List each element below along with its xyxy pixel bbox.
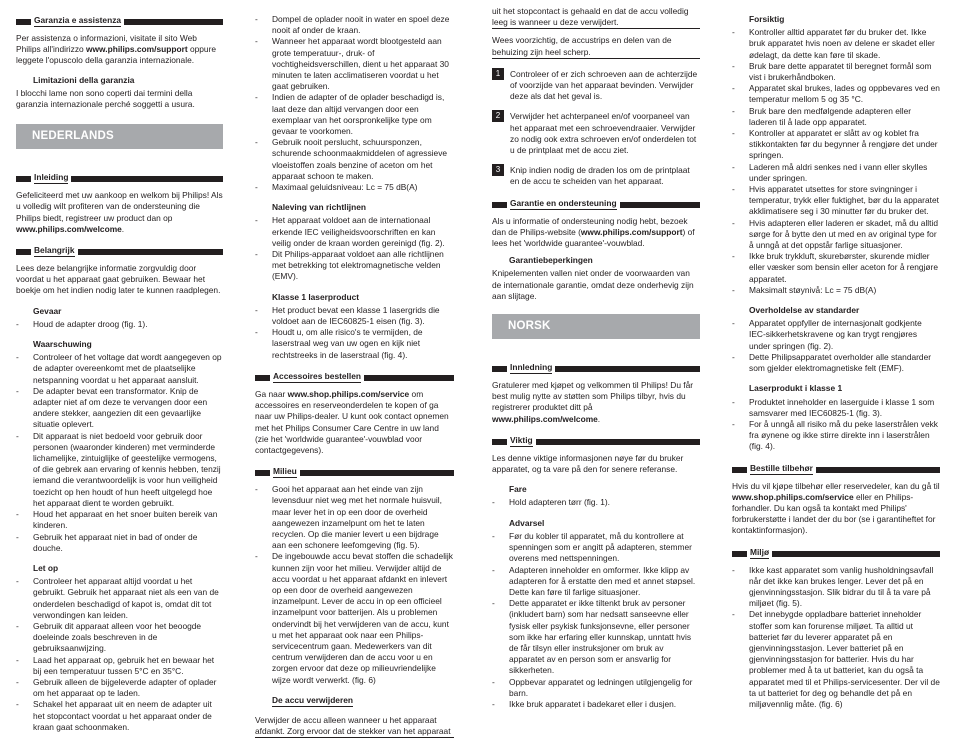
list-item: - Kontroller at apparatet er slått av og koblet fra stikkontakten før du begynner å rengjøre det under springen. [732,128,940,162]
list-item: - Gebruik dit apparaat alleen voor het beoogde doeleinde zoals beschreven in de gebruiksaanwijzing. [16,621,223,655]
list-item: - Het apparaat voldoet aan de internationaal erkende IEC veiligheidsvoorschriften en kan veilig onder de kraan worden gereinigd (fig. 2). [255,215,454,249]
support-link[interactable]: www.philips.com/support [86,44,188,55]
column-2 [255,14,454,747]
advarsel-heading: Advarsel [509,517,545,528]
letop-heading: Let op [33,562,59,573]
list-item: - Ikke bruk apparatet i badekaret eller i dusjen. [492,699,700,710]
list-item: - Dit apparaat is niet bedoeld voor gebruik door personen (waaronder kinderen) met verminderde lichamelijke, zintuiglijke of geestelijke vermogens, of die gebrek aan ervaring of kennis hebben, tenzij iemand die verantwoordelijk is voor hun veiligheid toezicht op hen houdt of hun heeft uitgelegd hoe het apparaat dient te worden gebruikt. [16,431,223,509]
klasse-heading: Klasse 1 laserproduct [272,291,360,302]
innledning-text: Gratulerer med kjøpet og velkommen til Philips! Du får best mulig nytte av støtten som Philips tilbyr, hvis du registrerer produktet ditt på www.philips.com/welcome. [492,380,694,424]
viktig-text: Les denne viktige informasjonen nøye før du bruker apparatet, og ta vare på den for senere referanse. [492,452,684,475]
shop-link[interactable]: www.shop.philips.com/service [732,491,854,502]
accessoires-text: Ga naar www.shop.philips.com/service om accessoires en reserveonderdelen te kopen of ga naar uw Philips-dealer. U kunt ook contact opnemen met het Philips Consumer Care Centre in uw land (zie het 'worldwide guarantee'-vouwblad voor contactgegevens). [255,388,449,455]
forsiktig-heading: Forsiktig [749,14,785,24]
welcome-link[interactable]: www.philips.com/welcome [16,223,122,234]
section-header-accessoires: Accessoires bestellen [255,370,454,383]
list-item: - Indien de adapter of de oplader beschadigd is, laat deze dan altijd vervangen door een exemplaar van het oorspronkelijke type om gevaar te voorkomen. [255,92,454,137]
list-item: - Laderen må aldri senkes ned i vann eller skylles under springen. [732,162,940,184]
list-item: - Laad het apparaat op, gebruik het en bewaar het bij een temperatuur tussen 5°C en 35°C. [16,655,223,677]
list-item: - Gebruik nooit perslucht, schuursponzen, schurende schoonmaakmiddelen of agressieve vloeistoffen zoals benzine of aceton om het apparaat schoon te maken. [255,137,454,182]
miljo-list [732,565,940,711]
list-item: - De ingebouwde accu bevat stoffen die schadelijk kunnen zijn voor het milieu. Verwijder altijd de accu voordat u het apparaat afdankt en inlevert op een door de overheid aangewezen inzamelpunt. Lever de accu in op een officieel inzamelpunt voor batterijen. Als u problemen ondervindt bij het verwijderen van de accu, kunt u met het apparaat ook naar een Philips-servicecentrum gaan. Medewerkers van dit centrum verwijderen dan de accu voor u en zorgen ervoor dat deze op milieuvriendelijke wijze wordt verwerkt. (fig. 6) [255,551,454,685]
list-item: - Dompel de oplader nooit in water en spoel deze nooit af onder de kraan. [255,14,454,36]
list-item: - Bruk bare den medfølgende adapteren eller laderen til å lade opp apparatet. [732,106,940,128]
accu-heading: De accu verwijderen [272,695,353,707]
language-banner-norsk: NORSK [492,314,700,339]
garanzia-text: Per assistenza o informazioni, visitate il sito Web Philips all'indirizzo www.philips.com/support oppure leggete l'opuscolo della garanzia internazionale. [16,33,217,66]
list-item: - Maksimalt støynivå: Lc = 75 dB(A) [732,285,940,296]
section-header-milieu: Milieu [255,465,454,478]
list-item: - Houdt u, om alle risico's te vermijden, de laserstraal weg van uw ogen en kijk niet rechtstreeks in de laserstraal (fig. 4). [255,327,454,361]
beperkingen-heading: Garantiebeperkingen [509,255,593,266]
list-item: - Før du kobler til apparatet, må du kontrollere at spenningen som er angitt på adapteren, stemmer overens med nettspenningen. [492,531,700,565]
garantie-text: Als u informatie of ondersteuning nodig hebt, bezoek dan de Philips-website (www.philips.com/support) of lees het 'worldwide guarantee'-vouwblad. [492,215,695,249]
limitazioni-heading: Limitazioni della garanzia [33,74,135,85]
waarschuwing-list [16,352,223,554]
step-number: 1 [492,68,504,80]
language-banner-nederlands: NEDERLANDS [16,124,223,149]
section-header-bestille: Bestille tilbehør [732,462,940,475]
shop-link[interactable]: www.shop.philips.com/service [287,388,410,399]
step-text: Knip indien nodig de draden los om de printplaat en de accu te scheiden van het apparaat. [510,165,690,187]
list-item: - Produktet inneholder en laserguide i klasse 1 som samsvarer med IEC60825-1 (fig. 3). [732,397,940,419]
advarsel-list [492,531,700,710]
safety-continued-list [255,14,454,193]
belangrijk-text: Lees deze belangrijke informatie zorgvuldig door voordat u het apparaat gaat gebruiken. Bewaar het boekje om het indien nodig later te kunnen raadplegen. [16,263,221,296]
fare-heading: Fare [509,484,527,495]
list-item: - Gooi het apparaat aan het einde van zijn levensduur niet weg met het normale huisvuil, maar lever het in op een door de overheid aangewezen inzamelpunt om het te laten recyclen. Op die manier levert u een bijdrage aan een schonere leefomgeving (fig. 5). [255,484,454,551]
waarschuwing-heading: Waarschuwing [33,339,92,350]
inleiding-text: Gefeliciteerd met uw aankoop en welkom bij Philips! Als u volledig wilt profiteren van de ondersteuning die Philips biedt, registreer uw product dan op www.philips.com/welcome. [16,190,223,234]
letop-list [16,576,223,733]
list-item: - De adapter bevat een transformator. Knip de adapter niet af om deze te vervangen door een andere stekker, aangezien dit een gevaarlijke situatie oplevert. [16,386,223,431]
milieu-list [255,484,454,686]
list-item: - Houd de adapter droog (fig. 1). [16,319,223,330]
list-item: - Apparatet oppfyller de internasjonalt godkjente IEC-sikkerhetskravene og kan trygt rengjøres under springen (fig. 2). [732,318,940,352]
forsiktig-list [732,27,940,296]
list-item: - Wanneer het apparaat wordt blootgesteld aan grote temperatuur-, druk- of vochtigheidsverschillen, dient u het apparaat 30 minuten te laten acclimatiseren voordat u het gaat gebruiken. [255,36,454,92]
section-header-belangrijk: Belangrijk [16,244,223,257]
overhold-list [732,318,940,374]
list-item: - Hold adapteren tørr (fig. 1). [492,497,700,508]
list-item: - Het product bevat een klasse 1 lasergrids die voldoet aan de IEC60825-1 eisen (fig. 3). [255,305,454,327]
klasse-list [255,305,454,361]
list-item: - For å unngå all risiko må du peke laserstrålen vekk fra øynene og ikke stirre direkte inn i laserstrålen (fig. 4). [732,419,940,453]
laser-heading: Laserprodukt i klasse 1 [749,383,843,394]
list-item: - Kontroller alltid apparatet før du bruker det. Ikke bruk apparatet hvis noen av delene er skadet eller ødelagt, da dette kan føre til skade. [732,27,940,61]
list-item: - Gebruik alleen de bijgeleverde adapter of oplader om het apparaat op te laden. [16,677,223,699]
gevaar-list [16,319,223,330]
step-number: 3 [492,164,504,176]
overhold-heading: Overholdelse av standarder [749,305,860,316]
section-header-innledning: Innledning [492,361,700,374]
list-item: - Dit Philips-apparaat voldoet aan alle richtlijnen met betrekking tot elektromagnetische velden (EMV). [255,249,454,283]
welcome-link[interactable]: www.philips.com/welcome [492,413,598,424]
list-item: - Dette apparatet er ikke tiltenkt bruk av personer (inkludert barn) som har nedsatt sanseevne eller fysisk eller psykisk funksjonsevne, eller personer som ikke har erfaring eller kunnskap, unntatt hvis de får tilsyn eller instruksjoner om bruk av apparatet av en person som er ansvarlig for sikkerheten. [492,598,700,676]
removal-step-3 [492,165,700,187]
limitazioni-text: I blocchi lame non sono coperti dai termini della garanzia internazionale perché soggetti a usura. [16,87,195,110]
removal-step-1 [492,69,700,103]
column-4 [732,14,940,719]
list-item: - Controleer of het voltage dat wordt aangegeven op de adapter overeenkomt met de plaatselijke netspanning voordat u het apparaat aansluit. [16,352,223,386]
list-item: - Adapteren inneholder en omformer. Ikke klipp av adapteren for å erstatte den med et annet støpsel. Dette kan føre til farlige situasjoner. [492,565,700,599]
list-item: - Maximaal geluidsniveau: Lc = 75 dB(A) [255,182,454,193]
list-item: - Apparatet skal brukes, lades og oppbevares ved en temperatur mellom 5 og 35 °C. [732,83,940,105]
section-header-viktig: Viktig [492,434,700,447]
step-text: Controleer of er zich schroeven aan de achterzijde of voorzijde van het apparaat bevinden. Verwijder deze als dat het geval is. [510,68,698,102]
list-item: - Dette Philipsapparatet overholder alle standarder som gjelder elektromagnetiske felt (EMF). [732,352,940,374]
naleving-heading: Naleving van richtlijnen [272,202,367,213]
column-3 [492,6,700,719]
list-item: - Hvis adapteren eller laderen er skadet, må du alltid sørge for å bytte den ut med en av original type for å unngå at det oppstår farlige situasjoner. [732,218,940,252]
column-1 [16,14,223,742]
step-number: 2 [492,110,504,122]
sharp-edges-warning: Wees voorzichtig, de accustrips en delen van de behuizing zijn heel scherp. [492,35,700,58]
list-item: - Bruk bare dette apparatet til beregnet formål som vist i brukerhåndboken. [732,61,940,83]
naleving-list [255,215,454,282]
section-header-garanzia: Garanzia e assistenza [16,14,223,27]
bestille-text: Hvis du vil kjøpe tilbehør eller reservedeler, kan du gå til www.shop.philips.com/service eller en Philips-forhandler. Du kan også ta kontakt med Philips' forbrukerstøtte i landet der du bor (se i garantiheftet for kontaktinformasjon). [732,480,940,536]
list-item: - Hvis apparatet utsettes for store svingninger i temperatur, trykk eller fuktighet, bør du la apparatet akklimatisere seg i 30 minutter før du bruker det. [732,184,940,218]
accu-warning-continued: uit het stopcontact is gehaald en dat de accu volledig leeg is wanneer u deze verwijdert. [492,6,700,29]
laser-list [732,397,940,453]
list-item: - Ikke bruk trykkluft, skurebørster, skurende midler eller væsker som bensin eller aceton for å rengjøre apparatet. [732,251,940,285]
fare-list [492,497,700,508]
step-text: Verwijder het achterpaneel en/of voorpaneel van het apparaat met een schroevendraaier. Verwijder zo nodig ook extra schroeven en/of onderdelen tot u de printplaat met de accu ziet. [510,111,697,156]
list-item: - Oppbevar apparatet og ledningen utilgjengelig for barn. [492,677,700,699]
accu-warning-text: Verwijder de accu alleen wanneer u het apparaat afdankt. Zorg ervoor dat de stekker van het apparaat [255,715,454,738]
list-item: - Det innebygde oppladbare batteriet inneholder stoffer som kan forurense miljøet. Ta alltid ut batteriet før du leverer apparatet på en gjenvinningsstasjon. Lever batteriet på en gjenvinningsstasjon for batterier. Hvis du har problemer med å ta ut batteriet, kan du også ta apparatet med til et Philips-servicesenter. Der vil de ta ut batteriet for deg og behandle det på en miljøvennlig måte. (fig. 6) [732,609,940,710]
support-link[interactable]: www.philips.com/support [580,226,683,237]
section-header-inleiding: Inleiding [16,171,223,184]
list-item: - Schakel het apparaat uit en neem de adapter uit het stopcontact voordat u het apparaat onder de kraan gaat schoonmaken. [16,699,223,733]
section-header-miljo: Miljø [732,546,940,559]
list-item: - Ikke kast apparatet som vanlig husholdningsavfall når det ikke kan brukes lenger. Lever det på en gjenvinningsstasjon. Slik bidrar du til å ta vare på miljøet (fig. 5). [732,565,940,610]
list-item: - Gebruik het apparaat niet in bad of onder de douche. [16,532,223,554]
beperkingen-text: Knipelementen vallen niet onder de voorwaarden van de internationale garantie, omdat deze onderhevig zijn aan slijtage. [492,268,694,301]
list-item: - Houd het apparaat en het snoer buiten bereik van kinderen. [16,509,223,531]
list-item: - Controleer het apparaat altijd voordat u het gebruikt. Gebruik het apparaat niet als een van de onderdelen beschadigd of kapot is, omdat dit tot verwondingen kan leiden. [16,576,223,621]
section-header-garantie: Garantie en ondersteuning [492,197,700,210]
gevaar-heading: Gevaar [33,305,62,316]
removal-step-2 [492,111,700,156]
